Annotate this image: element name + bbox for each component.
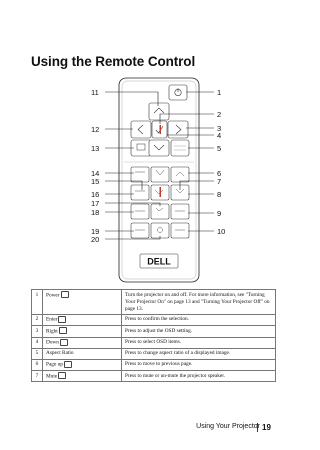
- dell-logo: DELL: [147, 256, 171, 267]
- button-name: Right: [46, 328, 58, 335]
- callout-18: 18: [91, 208, 100, 217]
- right-button: [168, 121, 188, 138]
- callout-6: 6: [217, 169, 222, 178]
- up-button: [149, 103, 169, 120]
- callout-4: 4: [217, 131, 222, 140]
- callout-3: 3: [217, 124, 222, 133]
- page-number: 19: [262, 422, 271, 432]
- table-row: [32, 359, 276, 370]
- callout-19: 19: [91, 227, 100, 236]
- callout-11: 11: [91, 88, 99, 97]
- callout-9: 9: [217, 209, 222, 218]
- button-name-cell: [43, 290, 122, 315]
- button-name: Aspect Ratio: [46, 350, 74, 357]
- button-description: Press to mute or un-mute the projector speaker.: [122, 371, 276, 382]
- power-icon: [61, 291, 69, 298]
- callout-10: 10: [217, 227, 226, 236]
- page-footer: [0, 423, 300, 437]
- button-description: Press to adjust the OSD setting.: [122, 326, 276, 337]
- button-description: Press to select OSD items.: [122, 337, 276, 348]
- button-name-cell: [43, 348, 122, 359]
- callout-16: 16: [91, 190, 100, 199]
- callout-2: 2: [217, 110, 222, 119]
- aspect-ratio-button: [171, 140, 189, 156]
- laser-button: [151, 223, 169, 238]
- freeze-button: [131, 185, 149, 200]
- callout-5: 5: [217, 144, 222, 153]
- mute-button: [151, 204, 169, 219]
- remote-buttons-table: [31, 289, 276, 382]
- keystone-button: [151, 167, 169, 182]
- table-row: [32, 326, 276, 337]
- button-description: Turn the projector on and off. For more information, see "Turning Your Projector On" on page 13 and "Turning Your Projector Off" on page 13.: [122, 290, 276, 315]
- blank-screen-button: [131, 204, 149, 219]
- table-row: [32, 371, 276, 382]
- callout-1: 1: [217, 88, 222, 97]
- row-number: 1: [32, 290, 43, 315]
- callout-20: 20: [91, 235, 100, 244]
- row-number: 7: [32, 371, 43, 382]
- button-name: Page up: [46, 361, 63, 368]
- callout-15: 15: [91, 177, 100, 186]
- button-name: Mute: [46, 373, 58, 380]
- footer-section-title: Using Your Projector: [196, 423, 260, 430]
- zoom-button: [171, 223, 189, 238]
- down-button: [149, 140, 169, 156]
- button-name-cell: [43, 371, 122, 382]
- enter-icon: [58, 316, 66, 323]
- footer-divider: [257, 423, 258, 432]
- down-arrow-icon: [60, 339, 68, 346]
- button-name: Down: [46, 339, 59, 346]
- button-description: Press to confirm the selection.: [122, 314, 276, 325]
- table-row: [32, 314, 276, 325]
- mute-icon: [58, 372, 66, 379]
- callout-7: 7: [217, 177, 222, 186]
- page-title: Using the Remote Control: [31, 54, 196, 69]
- power-button: [169, 85, 187, 100]
- button-name: Power: [46, 292, 60, 299]
- callout-17: 17: [91, 199, 100, 208]
- row-number: 6: [32, 359, 43, 370]
- button-description: Press to move to previous page.: [122, 359, 276, 370]
- table-row: [32, 337, 276, 348]
- table-row: [32, 348, 276, 359]
- video-mode-button: [131, 167, 149, 182]
- button-name-cell: [43, 326, 122, 337]
- source-button: [171, 204, 189, 219]
- row-number: 4: [32, 337, 43, 348]
- callout-14: 14: [91, 169, 100, 178]
- button-description: Press to change aspect ratio of a displayed image.: [122, 348, 276, 359]
- row-number: 5: [32, 348, 43, 359]
- page-up-icon: [64, 361, 72, 368]
- row-number: 3: [32, 326, 43, 337]
- table-row: [32, 290, 276, 315]
- left-button: [131, 121, 151, 138]
- button-name: Enter: [46, 316, 58, 323]
- row-number: 2: [32, 314, 43, 325]
- auto-adjust-button: [131, 223, 149, 238]
- button-name-cell: [43, 314, 122, 325]
- callout-13: 13: [91, 144, 100, 153]
- page-up-button: [171, 167, 189, 182]
- callout-12: 12: [91, 125, 100, 134]
- button-name-cell: [43, 359, 122, 370]
- button-name-cell: [43, 337, 122, 348]
- callout-8: 8: [217, 190, 222, 199]
- right-arrow-icon: [59, 327, 67, 334]
